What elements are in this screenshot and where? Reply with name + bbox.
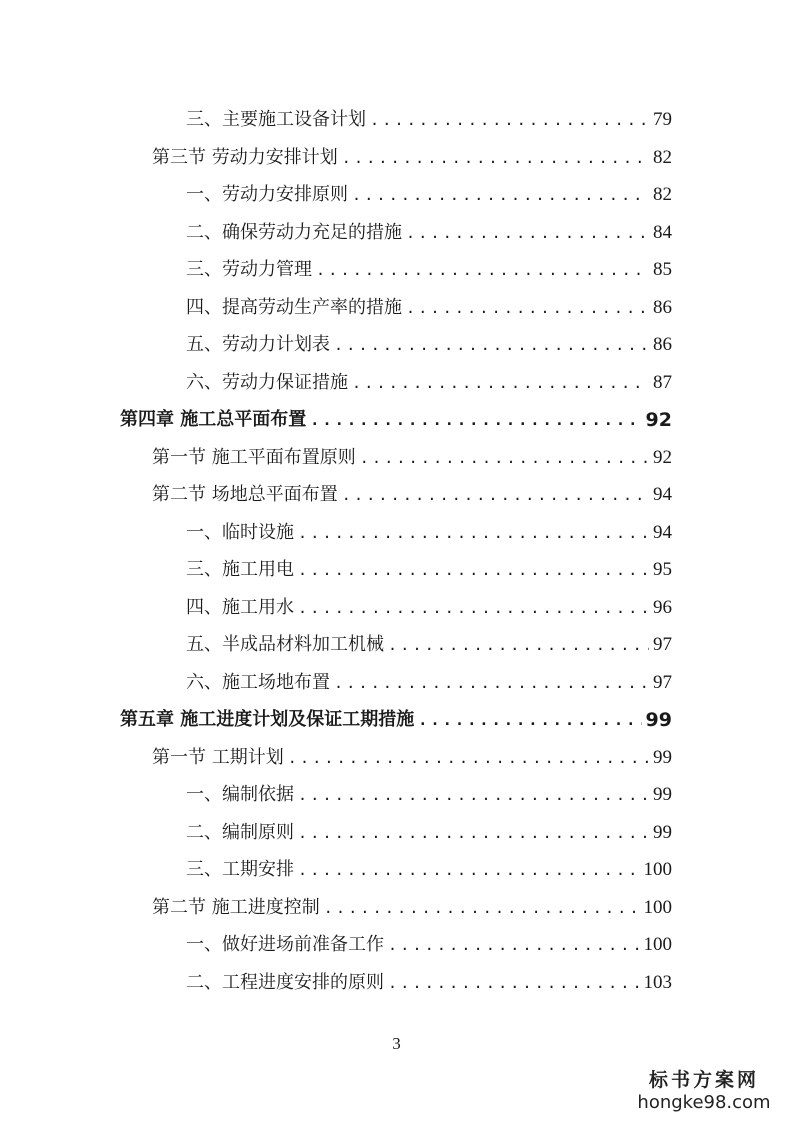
toc-dot-leader — [406, 293, 649, 323]
toc-dot-leader — [334, 668, 649, 698]
toc-entry-title: 三、主要施工设备计划 — [186, 109, 366, 130]
toc-dot-leader — [360, 443, 649, 473]
toc-dot-leader — [298, 518, 649, 548]
toc-dot-leader — [342, 480, 649, 510]
toc-entry[interactable] — [186, 180, 672, 210]
toc-entry-title: 第一节 工期计划 — [152, 746, 284, 768]
toc-dot-leader — [406, 218, 649, 248]
toc-entry[interactable] — [186, 255, 672, 285]
toc-dot-leader — [388, 968, 640, 998]
toc-entry-page: 85 — [653, 259, 672, 280]
toc-entry-page: 99 — [645, 709, 672, 731]
toc-entry[interactable] — [152, 480, 672, 510]
page-number: 3 — [392, 1034, 401, 1053]
toc-dot-leader — [418, 705, 641, 735]
toc-entry-page: 92 — [653, 446, 672, 468]
toc-entry[interactable] — [186, 105, 672, 135]
toc-entry-title: 第一节 施工平面布置原则 — [152, 446, 356, 468]
toc-entry-title: 四、提高劳动生产率的措施 — [186, 296, 402, 318]
toc-entry-page: 82 — [653, 146, 672, 168]
toc-dot-leader — [370, 105, 649, 135]
toc-entry[interactable] — [120, 705, 672, 735]
toc-dot-leader — [334, 330, 649, 360]
toc-dot-leader — [298, 780, 649, 810]
toc-entry[interactable] — [186, 630, 672, 660]
toc-entry-page: 82 — [653, 184, 672, 205]
toc-dot-leader — [298, 593, 649, 623]
toc-entry[interactable] — [186, 293, 672, 323]
toc-entry[interactable] — [186, 968, 672, 998]
toc-entry-page: 87 — [653, 371, 672, 393]
toc-entry-page: 97 — [653, 671, 672, 693]
toc-entry[interactable] — [186, 668, 672, 698]
toc-entry-page: 96 — [653, 596, 672, 618]
toc-dot-leader — [388, 630, 649, 660]
toc-entry[interactable] — [186, 855, 672, 885]
toc-entry[interactable] — [186, 218, 672, 248]
toc-dot-leader — [352, 180, 649, 210]
toc-entry-title: 四、施工用水 — [186, 596, 294, 618]
toc-entry-page: 97 — [653, 634, 672, 655]
watermark-name: 标书方案网 — [648, 1069, 759, 1091]
toc-entry-title: 一、做好进场前准备工作 — [186, 934, 384, 955]
toc-dot-leader — [298, 555, 649, 585]
toc-entry-title: 第二节 施工进度控制 — [152, 896, 320, 918]
toc-entry-title: 三、劳动力管理 — [186, 259, 312, 280]
toc-entry-page: 92 — [645, 409, 672, 431]
toc-entry-title: 六、劳动力保证措施 — [186, 371, 348, 393]
toc-entry-page: 100 — [643, 896, 672, 918]
toc-entry-page: 79 — [653, 109, 672, 130]
toc-entry[interactable] — [120, 405, 672, 435]
toc-entry-page: 103 — [643, 971, 672, 993]
toc-entry-title: 一、编制依据 — [186, 784, 294, 805]
toc-entry-title: 第四章 施工总平面布置 — [120, 409, 307, 430]
toc-dot-leader — [352, 368, 649, 398]
toc-entry-title: 二、工程进度安排的原则 — [186, 971, 384, 993]
toc-entry[interactable] — [186, 368, 672, 398]
toc-entry-page: 99 — [653, 784, 672, 805]
toc-entry-title: 五、半成品材料加工机械 — [186, 634, 384, 655]
toc-entry-page: 86 — [653, 334, 672, 355]
toc-entry-page: 95 — [653, 559, 672, 580]
toc-dot-leader — [342, 143, 649, 173]
toc-entry[interactable] — [152, 893, 672, 923]
toc-entry[interactable] — [152, 743, 672, 773]
toc-entry-page: 99 — [653, 746, 672, 768]
toc-entry-title: 二、编制原则 — [186, 821, 294, 843]
toc-entry[interactable] — [186, 593, 672, 623]
toc-entry-page: 100 — [643, 859, 672, 880]
toc-entry-title: 三、工期安排 — [186, 859, 294, 880]
toc-entry[interactable] — [186, 330, 672, 360]
toc-dot-leader — [324, 893, 640, 923]
toc-entry[interactable] — [186, 555, 672, 585]
toc-dot-leader — [288, 743, 649, 773]
toc-entry-page: 99 — [653, 821, 672, 843]
toc-entry-page: 94 — [653, 521, 672, 543]
toc-entry[interactable] — [186, 518, 672, 548]
toc-entry-title: 六、施工场地布置 — [186, 671, 330, 693]
toc-entry-page: 84 — [653, 221, 672, 243]
watermark-url: hongke98.com — [637, 1092, 771, 1113]
toc-entry-page: 86 — [653, 296, 672, 318]
toc-entry[interactable] — [152, 443, 672, 473]
watermark-logo — [629, 1068, 779, 1114]
toc-entry-title: 第三节 劳动力安排计划 — [152, 146, 338, 168]
toc-dot-leader — [388, 930, 640, 960]
toc-entry-title: 五、劳动力计划表 — [186, 334, 330, 355]
toc-entry-title: 一、临时设施 — [186, 521, 294, 543]
toc-entry-page: 100 — [643, 934, 672, 955]
toc-entry[interactable] — [152, 143, 672, 173]
toc-entry[interactable] — [186, 780, 672, 810]
toc-dot-leader — [310, 405, 641, 435]
toc-entry-title: 第二节 场地总平面布置 — [152, 484, 338, 505]
toc-entry-title: 一、劳动力安排原则 — [186, 184, 348, 205]
toc-dot-leader — [316, 255, 649, 285]
toc-entry-title: 第五章 施工进度计划及保证工期措施 — [120, 709, 415, 730]
toc-entry[interactable] — [186, 818, 672, 848]
toc-dot-leader — [298, 855, 640, 885]
toc-entry-title: 三、施工用电 — [186, 559, 294, 580]
toc-entry-page: 94 — [653, 484, 672, 505]
toc-entry-title: 二、确保劳动力充足的措施 — [186, 221, 402, 243]
toc-entry[interactable] — [186, 930, 672, 960]
toc-dot-leader — [298, 818, 649, 848]
